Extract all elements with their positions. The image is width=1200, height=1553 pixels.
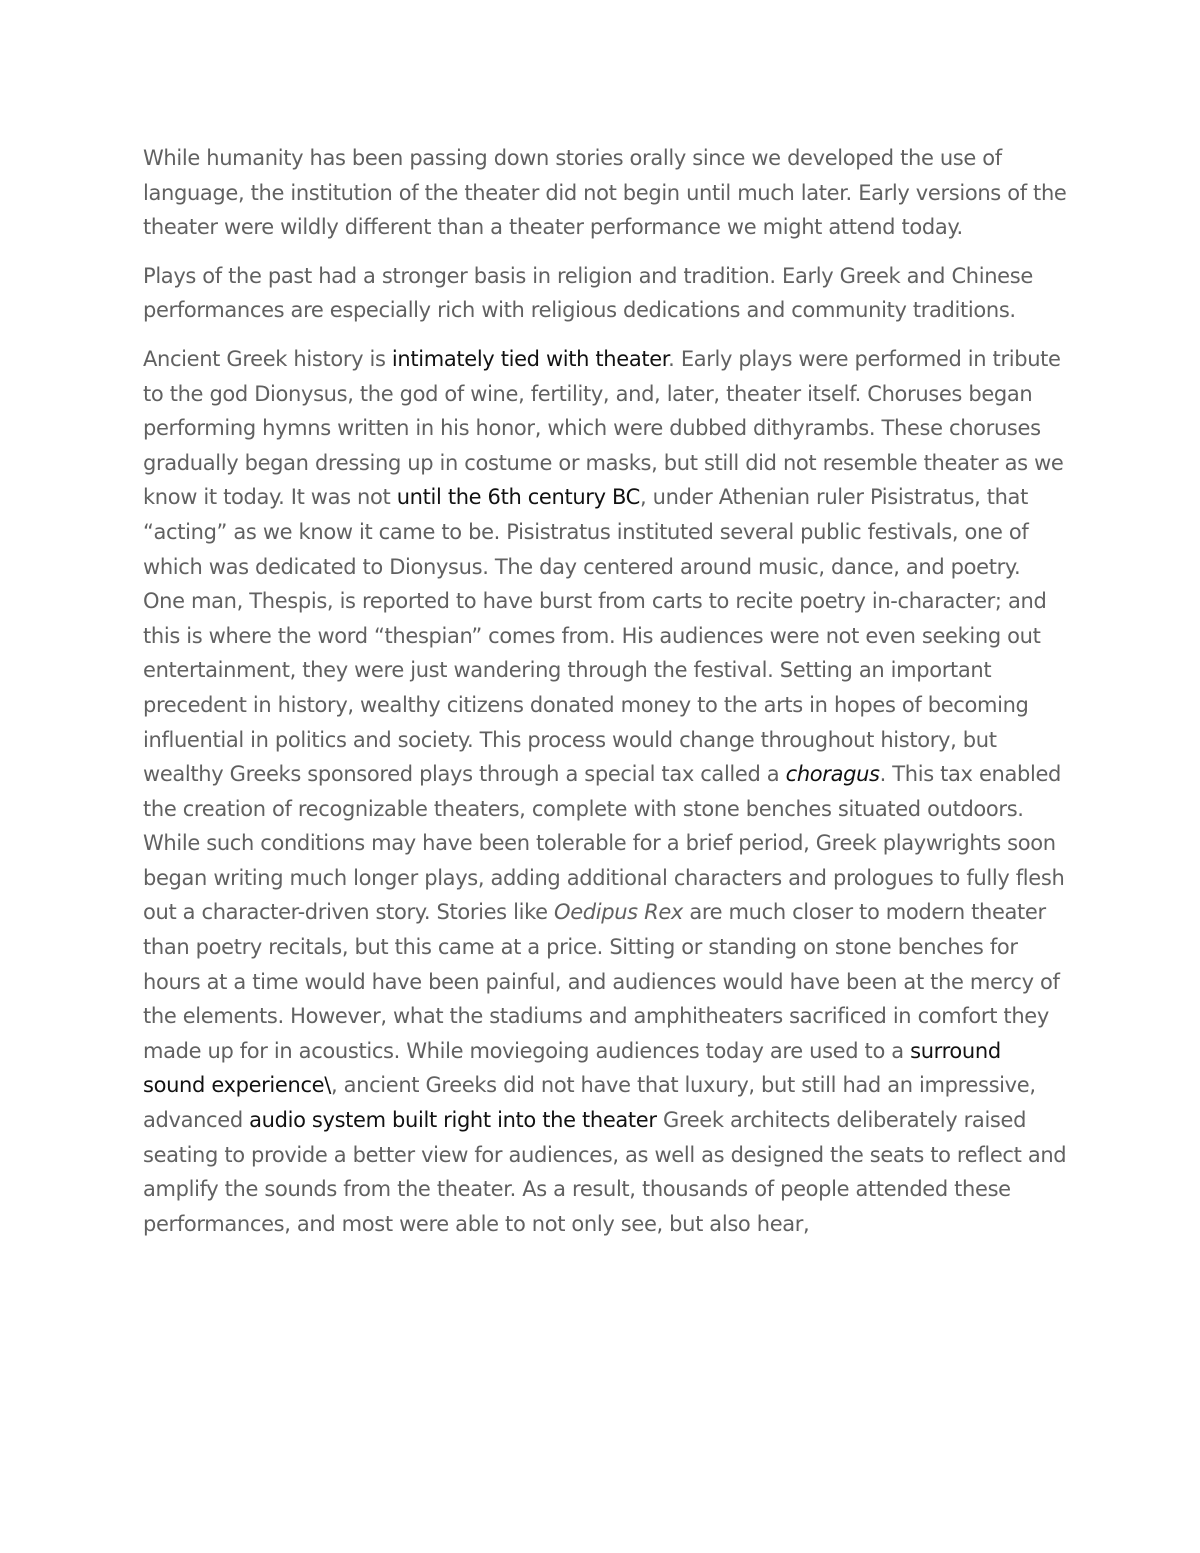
paragraph-religion: Plays of the past had a stronger basis in religion and tradition. Early Greek and Chinese performances are especially rich with religious dedications and community traditions. — [143, 263, 1033, 323]
text-run: Ancient Greek history is — [143, 346, 392, 371]
title-oedipus-rex: Oedipus Rex — [554, 900, 683, 925]
link-audio-system[interactable]: audio system built right into the theater — [249, 1108, 657, 1133]
paragraph-intro: While humanity has been passing down stories orally since we developed the use of language, the institution of the theater did not begin until much later. Early versions of the theater were wildly different than a theater performance we might attend today. — [143, 146, 1067, 240]
term-choragus: choragus — [785, 762, 880, 787]
text-run: are much closer to modern theater than poetry recitals, but this came at a price. Sitting or standing on stone benches for hours at a time would have been painful, and audiences would have been at the mercy of the elements. However, what the stadiums and amphitheaters sacrificed in comfort they made up for in acoustics. While moviegoing audiences today are used to a — [143, 900, 1060, 1063]
link-surround-sound[interactable]: surround sound experience\ — [143, 1038, 1001, 1098]
paragraph-ancient-greek — [143, 342, 1068, 1241]
link-intimately-tied[interactable]: intimately tied with theater — [391, 346, 669, 371]
text-run: . This tax enabled the creation of recognizable theaters, complete with stone benches situated outdoors. While such conditions may have been tolerable for a brief period, Greek playwrights soon began writing much longer plays, adding additional characters and prologues to fully flesh out a character-driven story. Stories like — [143, 762, 1065, 925]
text-run: , under Athenian ruler Pisistratus, that “acting” as we know it came to be. Pisistratus instituted several public festivals, one of which was dedicated to Dionysus. The day centered around music, dance, and poetry. One man, Thespis, is reported to have burst from carts to recite poetry in-character; and this is where the word “thespian” comes from. His audiences were not even seeking out entertainment, they were just wandering through the festival. Setting an important precedent in history, wealthy citizens donated money to the arts in hopes of becoming influential in politics and society. This process would change throughout history, but wealthy Greeks sponsored plays through a special tax called a — [143, 485, 1047, 787]
text-run: Greek architects deliberately raised seating to provide a better view for audiences, as well as designed the seats to reflect and amplify the sounds from the theater. As a result, thousands of people attended these performances, and most were able to not only see, but also hear, — [143, 1108, 1067, 1236]
text-run: , ancient Greeks did not have that luxury, but still had an impressive, advanced — [143, 1073, 1036, 1133]
link-6th-century[interactable]: until the 6th century BC — [396, 485, 640, 510]
text-run: . Early plays were performed in tribute to the god Dionysus, the god of wine, fertility, and, later, theater itself. Choruses began performing hymns written in his honor, which were dubbed dithyrambs. These choruses gradually began dressing up in costume or masks, but still did not resemble theater as we know it today. It was not — [143, 346, 1064, 510]
document-page — [143, 141, 1068, 1255]
